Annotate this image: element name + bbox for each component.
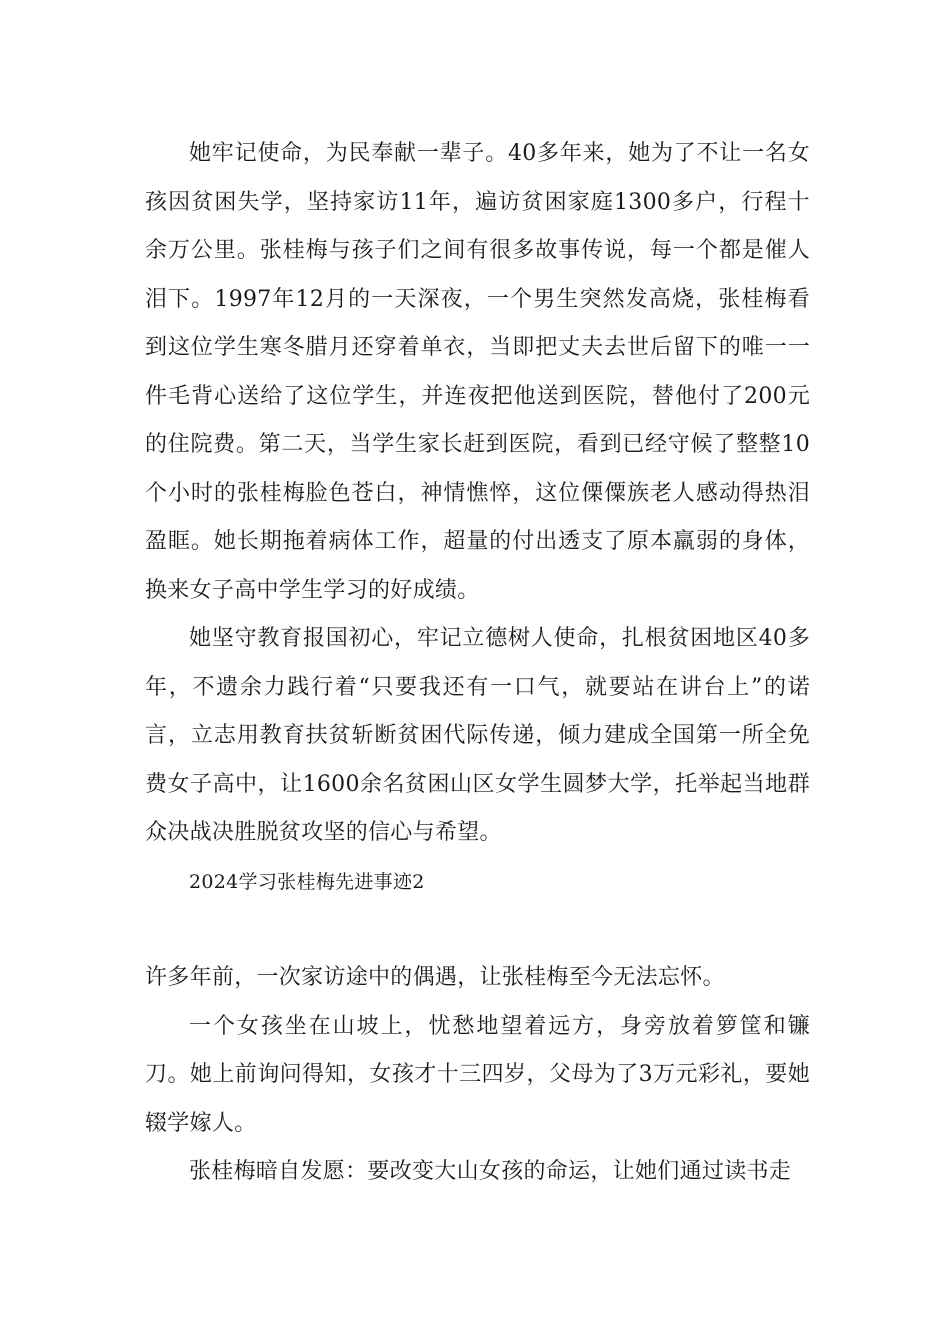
paragraph-mission: 她牢记使命，为民奉献一辈子。40多年来，她为了不让一名女孩因贫困失学，坚持家访11年，遍访贫困家庭1300多户，行程十余万公里。张桂梅与孩子们之间有很多故事传说，每一个都是催人泪下。1997年12月的一天深夜，一个男生突然发高烧，张桂梅看到这位学生寒冬腊月还穿着单衣，当即把丈夫去世后留下的唯一一件毛背心送给了这位学生，并连夜把他送到医院，替他付了200元的住院费。第二天，当学生家长赶到医院，看到已经守候了整整10个小时的张桂梅脸色苍白，神情憔悴，这位傈僳族老人感动得热泪盈眶。她长期拖着病体工作，超量的付出透支了原本羸弱的身体，换来女子高中学生学习的好成绩。: [145, 141, 810, 603]
section-heading: 2024学习张桂梅先进事迹2: [189, 870, 425, 893]
paragraph-vow: 张桂梅暗自发愿：要改变大山女孩的命运，让她们通过读书走: [189, 1159, 792, 1184]
paragraph-home-visit: 许多年前，一次家访途中的偶遇，让张桂梅至今无法忘怀。: [145, 965, 725, 990]
document-body: [145, 130, 810, 1197]
blank-line: [145, 906, 810, 954]
paragraph-girl-on-hill: 一个女孩坐在山坡上，忧愁地望着远方，身旁放着箩筐和镰刀。她上前询问得知，女孩才十三四岁，父母为了3万元彩礼，要她辍学嫁人。: [145, 1013, 810, 1136]
paragraph-education: 她坚守教育报国初心，牢记立德树人使命，扎根贫困地区40多年，不遗余力践行着“只要我还有一口气，就要站在讲台上”的诺言，立志用教育扶贫斩断贫困代际传递，倾力建成全国第一所全免费女子高中，让1600余名贫困山区女学生圆梦大学，托举起当地群众决战决胜脱贫攻坚的信心与希望。: [145, 626, 810, 845]
